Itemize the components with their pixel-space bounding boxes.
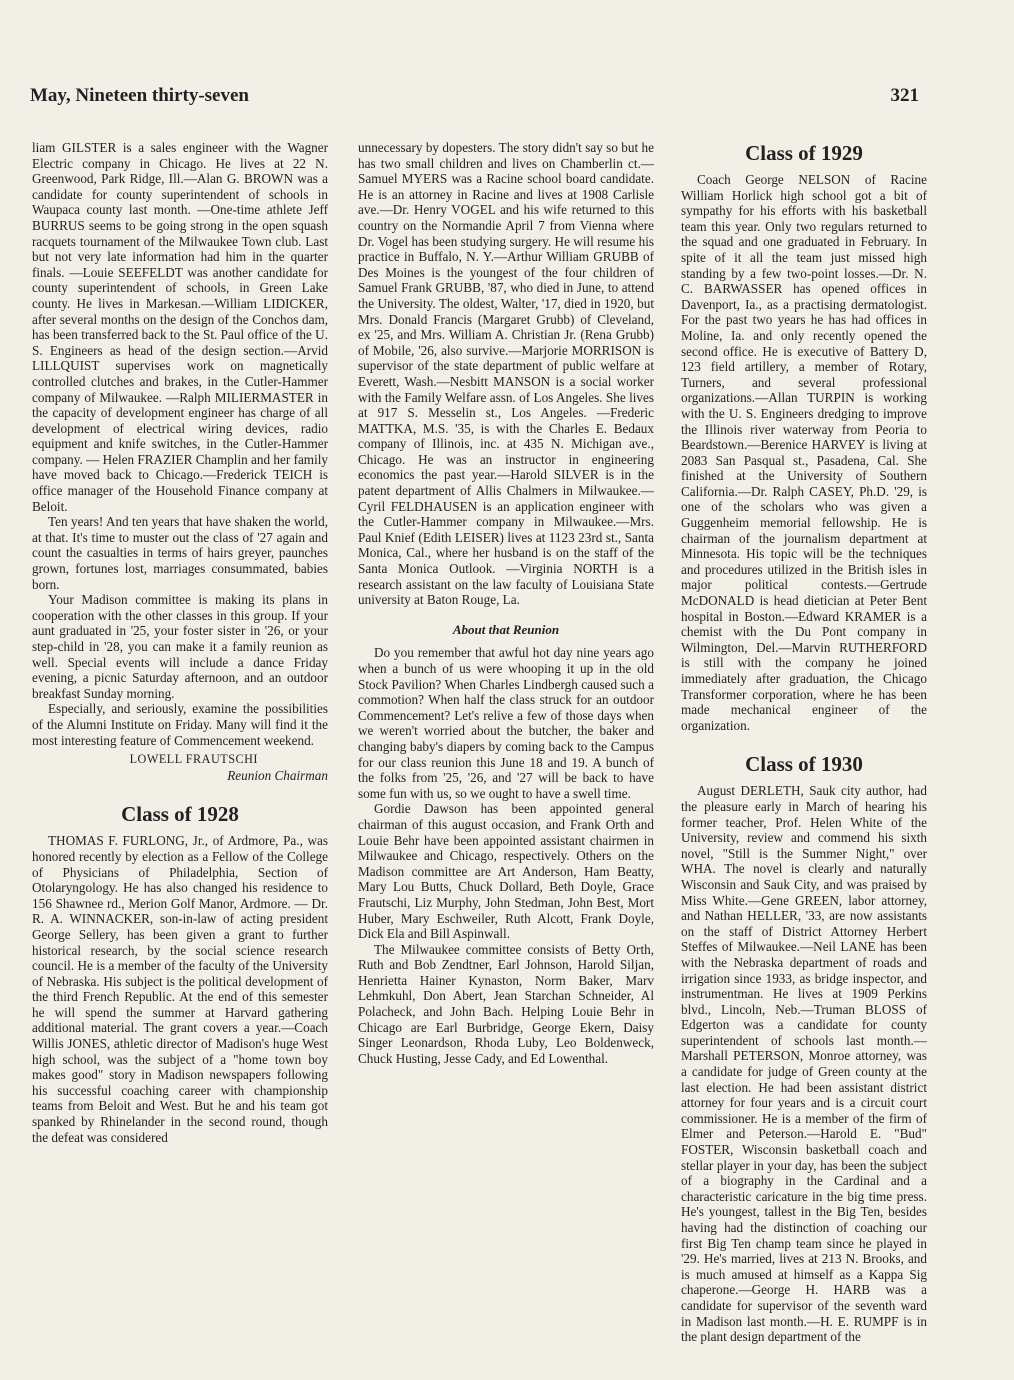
class-1929-text: Coach George NELSON of Racine William Horlick high school got a bit of sympathy for his efforts with his basketball team this year. Only two regulars returned to the squad and one graduated in February. In spite of it all the team just missed high standing by a few two-point losses.—Dr. N. C. BARWASSER has opened offices in Davenport, Ia., as a practising dermatologist. For the past two years he has had offices in Moline, Ia. and only recently opened the second office. He is executive of Battery D, 123 field artillery, a member of Rotary, Turners, and several professional organizations.—Allan TURPIN is working with the U. S. Engineers dredging to improve the Illinois river waterway from Peoria to Beardstown.—Berenice HARVEY is living at 2083 San Pasqual st., Pasadena, Cal. She finished at the University of Southern California.—Dr. Ralph CASEY, Ph.D. '29, is one of the scholars who was given a Guggenheim memorial fellowship. He is chairman of the journalism department at Minnesota. His topic will be the techniques and procedures utilized in the British isles in major political contests.—Gertrude McDONALD is head dietician at Peter Bent hospital in Boston.—Edward KRAMER is a chemist with the Du Pont company in Wilmington, Del.—Marvin RUTHERFORD is still with the company he joined immediately after graduation, the Chicago Transformer corporation, where he has been made mechanical engineer of the organization. [681,172,927,733]
paragraph: Your Madison committee is making its plans in cooperation with the other classes in this group. If your aunt graduated in '25, your foster sister in '26, or your step-child in '28, you can make it a family reunion as well. Special events will include a dance Friday evening, a picnic Saturday afternoon, and an outdoor breakfast Sunday morning. [32,592,328,701]
class-1928-heading: Class of 1928 [121,802,239,827]
paragraph: liam GILSTER is a sales engineer with the Wagner Electric company in Chicago. He lives at 22 N. Greenwood, Park Ridge, Ill.—Alan G. BROWN was a candidate for county superintendent of schools in Waupaca county last month. —One-time athlete Jeff BURRUS seems to be going strong in the open squash racquets tournament of the Milwaukee Town club. Last but not very late information had him in the quarter finals. —Louie SEEFELDT was another candidate for county superintendent of schools, in Green Lake county. He lives in Markesan.—William LIDICKER, after several months on the design of the Conchos dam, has been transferred back to the St. Paul office of the U. S. Engineers as head of the design section.—Arvid LILLQUIST supervises work on magnetically controlled clutches and brakes, in the Cutler-Hammer company of Milwaukee. —Ralph MILIERMASTER in the capacity of development engineer has charge of all development of electrical wiring devices, radio equipment and knife switches, in the Cutler-Hammer company. — Helen FRAZIER Champlin and her family have moved back to Chicago.—Frederick TEICH is office manager of the Household Finance company at Beloit. [32,140,328,514]
issue-date: May, Nineteen thirty-seven [30,85,249,106]
paragraph: Especially, and seriously, examine the possibilities of the Alumni Institute on Friday. Many will find it the most interesting feature of Commencement weekend. [32,701,328,748]
paragraph: The Milwaukee committee consists of Betty Orth, Ruth and Bob Zendtner, Earl Johnson, Harold Siljan, Henrietta Hainer Kynaston, Norm Baker, Marv Lehmkuhl, Don Abert, Jean Starchan Schneider, Al Polacheck, and John Bach. Helping Louie Behr in Chicago are Earl Burbridge, George Ekern, Daisy Singer Leonardson, Rhoda Luby, Leo Boldenweck, Chuck Husting, Jesse Cady, and Ed Lowenthal. [358,941,654,1066]
paragraph: unnecessary by dopesters. The story didn't say so but he has two small children and lives on Chamberlin ct.—Samuel MYERS was a Racine school board candidate. He is an attorney in Racine and lives at 1908 Carlisle ave.—Dr. Henry VOGEL and his wife returned to this country on the Normandie April 7 from Vienna where Dr. Vogel has been studying surgery. He will resume his practice in Buffalo, N. Y.—Arthur William GRUBB of Des Moines is the youngest of the four children of Samuel Frank GRUBB, '87, who died in June, to attend the University. The oldest, Walter, '17, died in 1920, but Mrs. Donald Francis (Margaret Grubb) of Cleveland, ex '25, and Mrs. William A. Christian Jr. (Rena Grubb) of Mobile, '26, also survive.—Marjorie MORRISON is supervisor of the state department of public welfare at Everett, Wash.—Nesbitt MANSON is a social worker with the Family Welfare assn. of Los Angeles. She lives at 917 S. Messelin st., Los Angeles. —Frederic MATTKA, M.S. '35, is with the Charles E. Bedaux company of Illinois, inc. at 435 N. Michigan ave., Chicago. He was an instructor in engineering economics the past year.—Harold SILVER is in the patent department of Allis Chalmers in Milwaukee.—Cyril FELDHAUSEN is an application engineer with the Cutler-Hammer company in Milwaukee.—Mrs. Paul Knief (Edith LEISER) lives at 1123 23rd st., Santa Monica, Cal., where her husband is on the staff of the Santa Monica Outlook. —Virginia NORTH is a research assistant on the law faculty of Louisiana State university at Baton Rouge, La. [358,140,654,608]
column-1 [32,140,328,1145]
class-1930-heading: Class of 1930 [745,752,863,777]
page-number: 321 [890,85,919,106]
class-1930-text: August DERLETH, Sauk city author, had the pleasure early in March of hearing his former teacher, Prof. Helen White of the University, review and commend his sixth novel, "Still is the Summer Night," over WHA. The novel is clearly and naturally Wisconsin and Sauk City, and was praised by Miss White.—Gene GREEN, labor attorney, and Nathan HELLER, '33, are now assistants on the staff of District Attorney Herbert Steffes of Milwaukee.—Neil LANE has been with the Nebraska department of roads and irrigation since 1933, as bridge inspector, and instrumentman. He lives at 1909 Perkins blvd., Lincoln, Neb.—Truman BLOSS of Edgerton was a candidate for county superintendent of schools last month.—Marshall PETERSON, Monroe attorney, was a candidate for judge of Green county at the last election. He had been assistant district attorney for four years and is a circuit court commissioner. He is a member of the firm of Elmer and Peterson.—Harold E. "Bud" FOSTER, Wisconsin basketball coach and stellar player in your day, has been the subject of a biography in the Cardinal and a characteristic caricature in the big time press. He's youngest, tallest in the Big Ten, besides having had the distinction of coaching our first Big Ten champ team since he played in '29. He's married, lives at 213 N. Brooks, and is much amused at himself as a Kappa Sig chaperone.—George H. HARB was a candidate for supervisor of the seventh ward in Madison last month.—H. E. RUMPF is in the plant design department of the [681,783,927,1345]
column-2 [358,140,654,1066]
signature-role: Reunion Chairman [227,767,328,783]
paragraph: Gordie Dawson has been appointed general chairman of this august occasion, and Frank Orth and Louie Behr have been appointed assistant chairmen in Milwaukee and Chicago, respectively. Others on the Madison committee are Art Anderson, Ham Beatty, Mary Lou Butts, Chuck Dollard, Beth Doyle, Grace Frautschi, Liz Murphy, John Stedman, John Best, Mort Huber, Mary Eschweiler, Ruth Alcott, Frank Doyle, Dick Ela and Bill Aspinwall. [358,801,654,942]
signature-name: LOWELL FRAUTSCHI [129,752,258,767]
paragraph: Ten years! And ten years that have shaken the world, at that. It's time to muster out the class of '27 again and count the casualties in terms of hairs greyer, paunches grown, fortunes lost, marriages consummated, babies born. [32,514,328,592]
signature [32,752,328,783]
paragraph: Do you remember that awful hot day nine years ago when a bunch of us were whooping it up in the old Stock Pavilion? When Charles Lindbergh caused such a commotion? When half the class struck for an outdoor Commencement? Let's relive a few of those days when we weren't worried about the butcher, the baker and changing baby's diapers by coming back to the Campus for our class reunion this June 18 and 19. A bunch of the folks from '25, '26, and '27 will be back to have some fun with us, so we ought to have a swell time. [358,645,654,801]
column-3 [681,140,927,1345]
page-header [30,85,919,115]
class-1929-heading: Class of 1929 [745,141,863,165]
class-1928-text: THOMAS F. FURLONG, Jr., of Ardmore, Pa., was honored recently by election as a Fellow of the College of Physicians of Philadelphia, Section of Otolaryngology. He has also changed his residence to 156 Shawnee rd., Merion Golf Manor, Ardmore. — Dr. R. A. WINNACKER, son-in-law of acting president George Sellery, has been given a grant to further historical research, by the social science research council. He is a member of the faculty of the University of Nebraska. His subject is the political development of the third French Republic. At the end of this semester he will spend the summer at Harvard gathering additional material. The grant covers a year.—Coach Willis JONES, athletic director of Madison's huge West high school, was the subject of a "home town boy makes good" story in Madison newspapers following his successful coaching career with championship teams from Beloit and West. But he and his team got spanked by Rhinelander in the second round, though the defeat was considered [32,833,328,1145]
reunion-heading: About that Reunion [452,621,560,637]
